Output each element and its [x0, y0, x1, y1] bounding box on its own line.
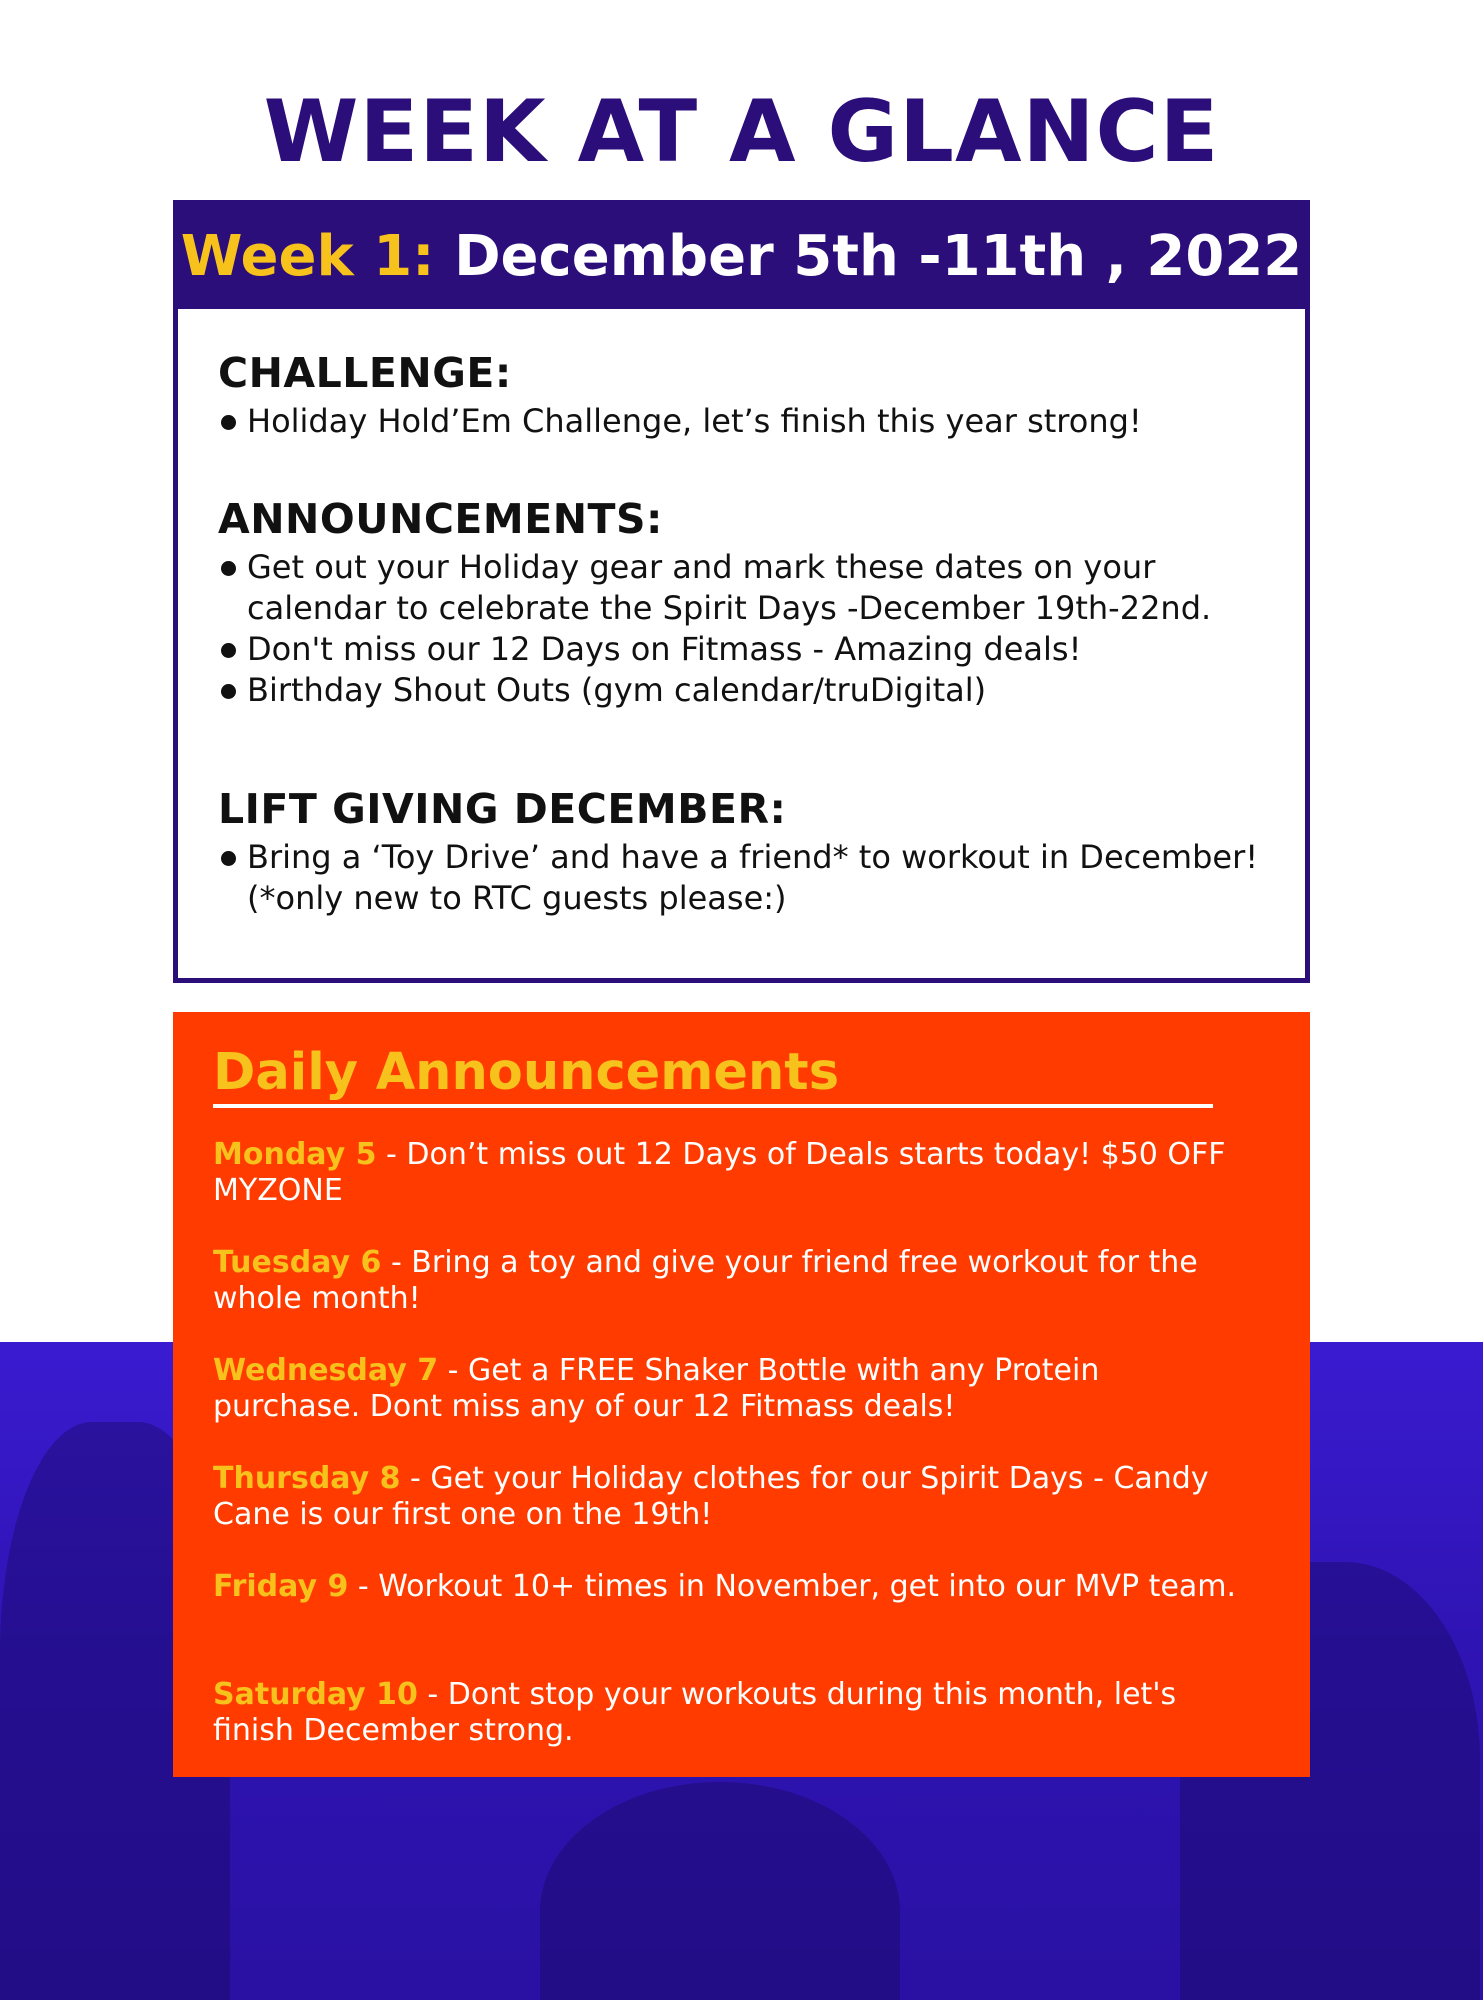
week-header: [178, 205, 1305, 309]
daily-announcements-box: [173, 1012, 1310, 1777]
challenge-section: [218, 347, 1278, 442]
day-entry-wednesday: Wednesday 7 - Get a FREE Shaker Bottle with any Protein purchase. Dont miss any of our 12 Fitmass deals!: [213, 1353, 1100, 1424]
bullet-icon: [221, 851, 236, 866]
bullet-icon: [221, 684, 236, 699]
bullet-icon: [221, 561, 236, 576]
bullet-icon: [221, 415, 236, 430]
bullet-icon: [221, 643, 236, 658]
day-entry-saturday: Saturday 10 - Dont stop your workouts during this month, let's finish December strong.: [213, 1677, 1177, 1748]
list-item: Don't miss our 12 Days on Fitmass - Amazing deals!: [218, 629, 1278, 670]
day-entry-tuesday: Tuesday 6 - Bring a toy and give your friend free workout for the whole month!: [213, 1245, 1198, 1316]
title-divider: [213, 1104, 1213, 1108]
lift-giving-section: [218, 783, 1278, 919]
photo-figure-center: [540, 1782, 900, 2000]
day-entry-friday: Friday 9 - Workout 10+ times in November, get into our MVP team.: [213, 1569, 1237, 1604]
week-label: Week 1:: [180, 224, 435, 289]
day-entry-monday: Monday 5 - Don’t miss out 12 Days of Deals starts today! $50 OFF MYZONE: [213, 1137, 1226, 1208]
list-item: Holiday Hold’Em Challenge, let’s finish this year strong!: [218, 401, 1278, 442]
list-item: Birthday Shout Outs (gym calendar/truDigital): [218, 670, 1278, 711]
page-title: WEEK AT A GLANCE: [263, 82, 1220, 182]
daily-announcements-title: Daily Announcements: [213, 1043, 840, 1102]
week-dates: December 5th -11th , 2022: [454, 224, 1303, 289]
lift-giving-heading: LIFT GIVING DECEMBER:: [218, 785, 787, 833]
day-entry-thursday: Thursday 8 - Get your Holiday clothes for our Spirit Days - Candy Cane is our first one on the 19th!: [213, 1461, 1209, 1532]
week-summary-box: [173, 200, 1310, 983]
challenge-heading: CHALLENGE:: [218, 349, 512, 397]
announcements-section: [218, 493, 1278, 711]
announcements-heading: ANNOUNCEMENTS:: [218, 495, 663, 543]
list-item: Get out your Holiday gear and mark these dates on your calendar to celebrate the Spirit Days -December 19th-22nd.: [218, 547, 1278, 629]
list-item: Bring a ‘Toy Drive’ and have a friend* to workout in December! (*only new to RTC guests please:): [218, 837, 1278, 919]
